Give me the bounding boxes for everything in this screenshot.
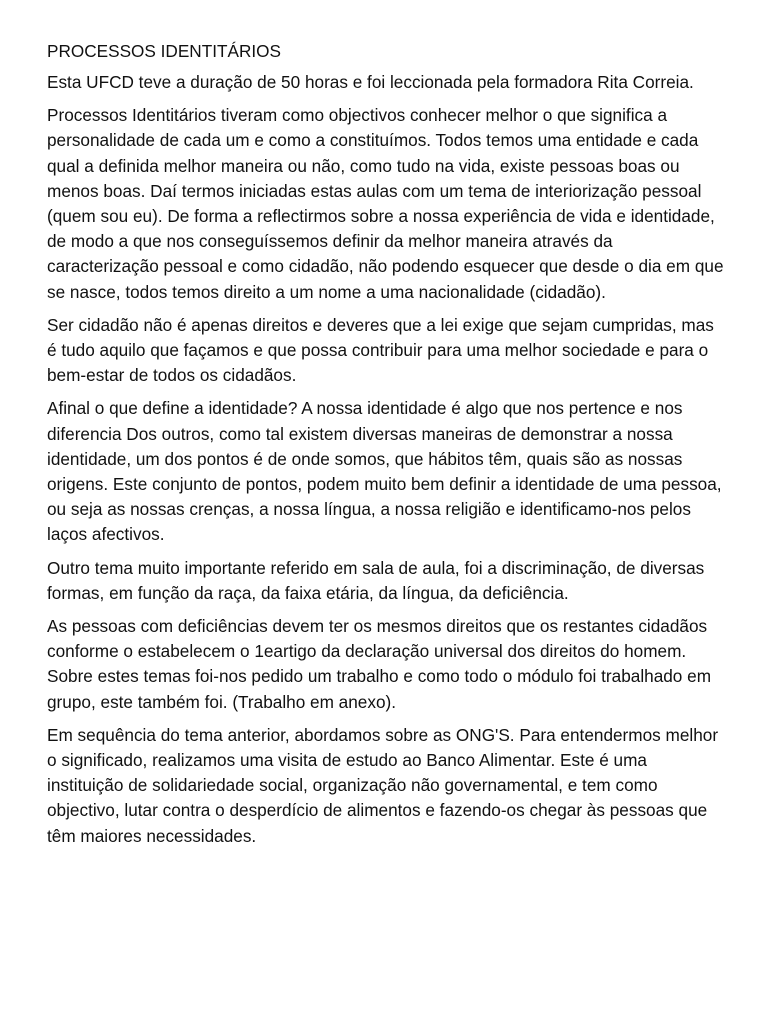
paragraph-citizenship: Ser cidadão não é apenas direitos e deveres que a lei exige que sejam cumpridas, mas é tudo aquilo que façamos e que possa contribuir para uma melhor sociedade e para o bem-estar de todos os cidadãos.: [47, 314, 714, 386]
paragraph-disability-rights: As pessoas com deficiências devem ter os mesmos direitos que os restantes cidadãos conforme o estabelecem o 1eartigo da declaração universal dos direitos do homem. Sobre estes temas foi-nos pedido um trabalho e como todo o módulo foi trabalhado em grupo, este também foi. (Trabalho em anexo).: [47, 616, 712, 712]
paragraph-discrimination: Outro tema muito importante referido em sala de aula, foi a discriminação, de diversas formas, em função da raça, da faixa etária, da língua, da deficiência.: [47, 557, 705, 603]
document-title: PROCESSOS IDENTITÁRIOS: [47, 41, 281, 61]
paragraph-ngos: Em sequência do tema anterior, abordamos sobre as ONG'S. Para entendermos melhor o significado, realizamos uma visita de estudo ao Banco Alimentar. Este é uma instituição de solidariedade social, organização não governamental, e tem como objectivo, lutar contra o desperdício de alimentos e fazendo-os chegar às pessoas que têm maiores necessidades.: [47, 724, 719, 846]
paragraph-course-duration: Esta UFCD teve a duração de 50 horas e foi leccionada pela formadora Rita Correia.: [47, 72, 694, 92]
paragraph-objectives: Processos Identitários tiveram como objectivos conhecer melhor o que significa a personalidade de cada um e como a constituímos. Todos temos uma entidade e cada qual a definida melhor maneira ou não, como tudo na vida, existe pessoas boas ou menos boas. Daí termos iniciadas estas aulas com um tema de interiorização pessoal (quem sou eu). De forma a reflectirmos sobre a nossa experiência de vida e identidade, de modo a que nos conseguíssemos definir da melhor maneira através da caracterização pessoal e como cidadão, não podendo esquecer que desde o dia em que se nasce, todos temos direito a um nome a uma nacionalidade (cidadão).: [47, 105, 724, 302]
paragraph-identity: Afinal o que define a identidade? A nossa identidade é algo que nos pertence e nos diferencia Dos outros, como tal existem diversas maneiras de demonstrar a nossa identidade, um dos pontos é de onde somos, que hábitos têm, quais são as nossas origens. Este conjunto de pontos, podem muito bem definir a identidade de uma pessoa, ou seja as nossas crenças, a nossa língua, a nossa religião e identificamo-nos pelos laços afectivos.: [47, 398, 722, 545]
